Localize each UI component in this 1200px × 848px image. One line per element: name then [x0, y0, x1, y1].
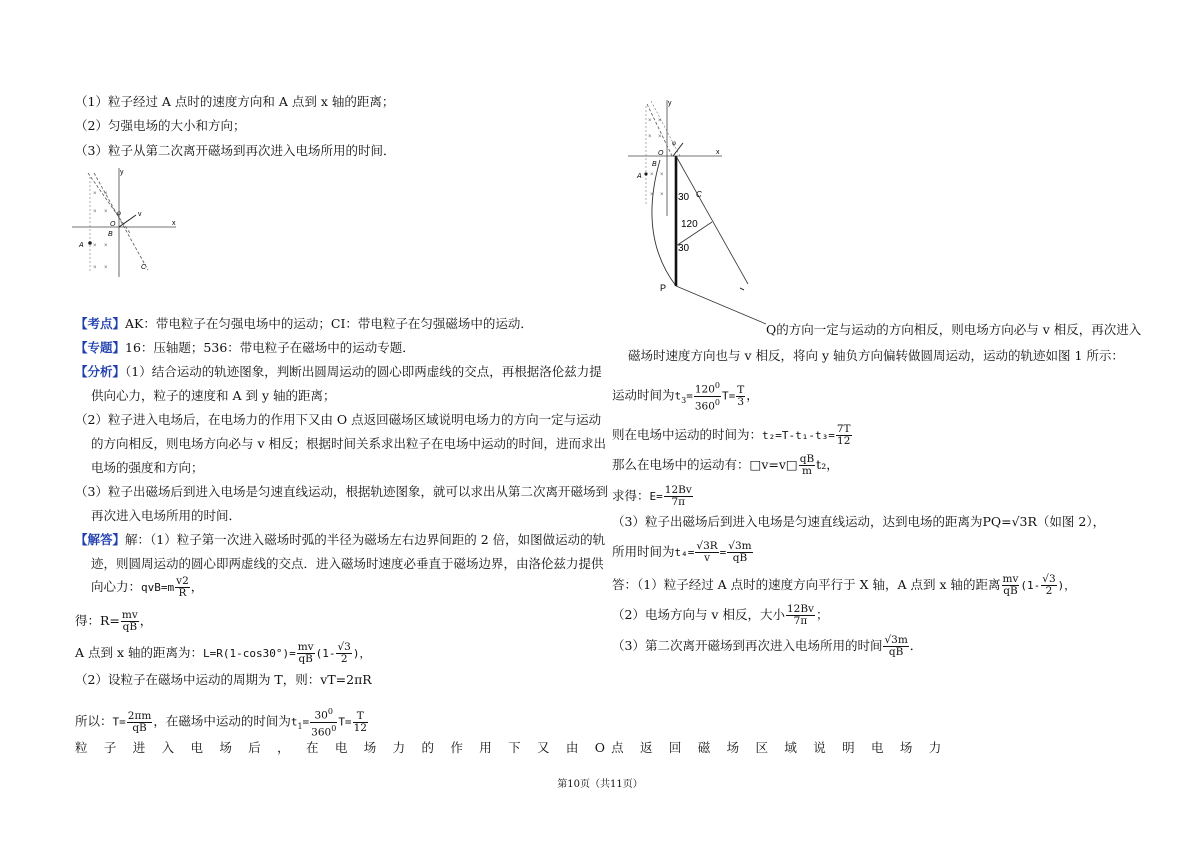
fig1-A-label: A — [79, 242, 84, 249]
fig2-C-label: C — [696, 190, 702, 199]
fig1-v-label: v — [138, 211, 142, 218]
right-t3-formula: 运动时间为$t_3=$ $\frac{120^0}{360^0}$ T= $\frac{T}{3}$ ， — [612, 381, 759, 412]
right-t4-formula: 所用时间为t₄= $\frac{√3R}{v}$ = $\frac{√3m}{qB}$ — [612, 540, 752, 564]
svg-text:×: × — [658, 134, 662, 140]
fenxi-line-3: （2）粒子进入电场后，在电场力的作用下又由 O 点返回磁场区域说明电场力的方向一定与运动 — [75, 412, 602, 427]
svg-text:×: × — [648, 118, 652, 124]
fig2-phi-label: φ — [672, 141, 676, 147]
right-E-result: 求得：E= $\frac{12Bv}{7\pi}$ — [612, 484, 692, 508]
fig2-A-label: A — [637, 173, 642, 180]
kaodian-line: 【考点】AK：带电粒子在匀强电场中的运动；CI：带电粒子在匀强磁场中的运动． — [75, 316, 533, 331]
svg-text:×: × — [93, 191, 97, 197]
fig2-label-30-bottom: 30 — [678, 243, 690, 254]
figure-1-trajectory-diagram — [68, 165, 183, 280]
right-cont-1: Q的方向一定与运动的方向相反，则电场方向必与 v 相反，再次进入 — [766, 322, 1142, 337]
svg-text:×: × — [648, 134, 652, 140]
fig1-O-label: O — [110, 221, 116, 228]
svg-text:×: × — [93, 243, 97, 249]
right-t2-formula: 则在电场中运动的时间为：t₂=T-t₁-t₃= $\frac{7T}{12}$ — [612, 423, 851, 447]
svg-text:×: × — [93, 265, 97, 271]
fenxi-line-6: （3）粒子出磁场后到进入电场是匀速直线运动，根据轨迹图象，就可以求出从第二次离开磁场到 — [75, 484, 608, 499]
jieda-period: （2）设粒子在磁场中运动的周期为 T，则：vT=2πR — [75, 672, 372, 687]
right-part-3: （3）粒子出磁场后到进入电场是匀速直线运动，达到电场的距离为PQ=√3R（如图 2）， — [612, 514, 1106, 529]
svg-text:×: × — [104, 191, 108, 197]
fig2-label-30-top: 30 — [678, 192, 690, 203]
fig1-B-label: B — [108, 231, 113, 238]
svg-text:×: × — [93, 209, 97, 215]
page-footer: 第10页（共11页） — [557, 779, 643, 790]
figure-2-trajectory-diagram — [620, 96, 770, 336]
jieda-tag: 【解答】 — [75, 532, 126, 547]
jieda-suoyi: 所以：T= $\frac{2\pi m}{qB}$ ，在磁场中运动的时间为$t_1=$ $\frac{30^0}{360^0}$ T= $\frac{T}{12}$ — [75, 707, 367, 738]
question-2: （2）匀强电场的大小和方向； — [75, 118, 246, 133]
fenxi-line-7: 再次进入电场所用的时间． — [91, 508, 242, 523]
jieda-line-3: 向心力：qvB=m $\frac{v2}{R}$ ， — [91, 575, 204, 599]
fenxi-line-4: 的方向相反，则电场方向必与 v 相反；根据时间关系求出粒子在电场中运动的时间，进而求出 — [91, 436, 607, 451]
fig2-P-label: P — [660, 283, 667, 293]
question-1: （1）粒子经过 A 点时的速度方向和 A 点到 x 轴的距离； — [75, 94, 395, 109]
jieda-A-distance: A 点到 x 轴的距离为：L=R(1-cos30°)= $\frac{mv}{qB}$ (1- $\frac{√3}{2}$ )， — [75, 641, 371, 665]
kaodian-tag: 【考点】 — [75, 316, 126, 331]
jieda-R-formula: 得：R= $\frac{mv}{qB}$ ， — [75, 609, 153, 633]
fig2-O-label: O — [658, 150, 664, 157]
svg-text:×: × — [104, 209, 108, 215]
answer-3: （3）第二次离开磁场到再次进入电场所用的时间 $\frac{√3m}{qB}$ ． — [612, 634, 923, 658]
fenxi-line-5: 电场的强度和方向； — [91, 460, 204, 475]
fig1-x-label: x — [172, 220, 176, 227]
svg-text:×: × — [650, 192, 654, 198]
fig1-C-label: C — [141, 264, 147, 271]
fenxi-tag: 【分析】 — [75, 364, 126, 379]
right-cont-2: 磁场时速度方向也与 v 相反，将向 y 轴负方向偏转做圆周运动，运动的轨迹如图 1 所示： — [628, 348, 1124, 363]
jieda-last-line: 粒 子 进 入 电 场 后 ， 在 电 场 力 的 作 用 下 又 由 O点 返 回 磁 场 区 域 说 明 电 场 力 — [75, 740, 948, 755]
answer-2: （2）电场方向与 v 相反，大小 $\frac{12Bv}{7\pi}$ ； — [612, 603, 829, 627]
jieda-line-2: 迹，则圆周运动的圆心即两虚线的交点．进入磁场时速度必垂直于磁场边界，由洛伦兹力提供 — [91, 556, 604, 571]
question-3: （3）粒子从第二次离开磁场到再次进入电场所用的时间． — [75, 143, 396, 158]
zhuanti-tag: 【专题】 — [75, 340, 126, 355]
fig1-phi-label: φ — [117, 211, 121, 217]
svg-text:×: × — [658, 118, 662, 124]
fig2-label-120: 120 — [681, 219, 698, 230]
fig2-B-label: B — [652, 161, 657, 168]
jieda-line-1: 【解答】解：（1）粒子第一次进入磁场时弧的半径为磁场左右边界间距的 2 倍，如图做运动的轨 — [75, 532, 606, 547]
svg-text:×: × — [650, 172, 654, 178]
fig2-x-label: x — [716, 149, 720, 156]
fig1-y-label: y — [120, 169, 124, 176]
fig2-y-label: y — [668, 100, 672, 107]
svg-text:×: × — [660, 192, 664, 198]
zhuanti-line: 【专题】16：压轴题；536：带电粒子在磁场中的运动专题． — [75, 340, 415, 355]
right-motion-formula: 那么在电场中的运动有：□v=v□ $\frac{qB}{m}$ t₂， — [612, 453, 839, 477]
svg-text:×: × — [660, 172, 664, 178]
fenxi-line-2: 供向心力，粒子的速度和 A 到 y 轴的距离； — [91, 388, 336, 403]
fenxi-line-1: 【分析】（1）结合运动的轨迹图象，判断出圆周运动的圆心即两虚线的交点，再根据洛伦兹力提 — [75, 364, 602, 379]
answer-1: 答：（1）粒子经过 A 点时的速度方向平行于 X 轴，A 点到 x 轴的距离 $\frac{mv}{qB}$ (1- $\frac{√3}{2}$ )， — [612, 573, 1076, 597]
svg-text:×: × — [104, 265, 108, 271]
svg-text:×: × — [104, 243, 108, 249]
